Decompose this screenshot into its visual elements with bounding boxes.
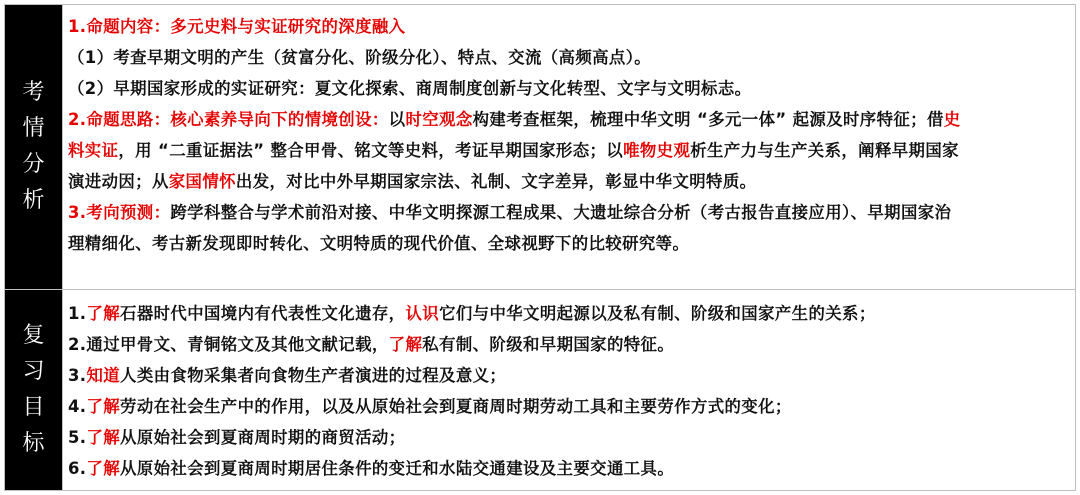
text-segment: ，用 “二重证据法” 整合甲骨、铭文等史料，考证早期国家形态；以 [118, 141, 624, 160]
analysis-label-char: 析 [22, 188, 45, 213]
goals-content [63, 290, 1075, 490]
highlighted-text: 知道 [86, 366, 121, 385]
analysis-line [68, 42, 1065, 73]
analysis-row [5, 5, 1075, 290]
analysis-label-char: 分 [22, 152, 45, 177]
text-segment: 跨学科整合与学术前沿对接、中华文明探源工程成果、大遗址综合分析（考古报告直接应用）、早期国家治 [170, 203, 952, 222]
highlighted-text: 了解 [86, 428, 121, 447]
goal-line [68, 453, 1065, 484]
goals-label-char: 复 [22, 323, 45, 348]
highlighted-text: 时空观念 [405, 110, 473, 129]
text-segment: 6. [68, 459, 87, 478]
analysis-label [5, 5, 63, 289]
text-segment: 3. [68, 366, 87, 385]
highlighted-text: 了解 [86, 304, 121, 323]
highlighted-text: 家国情怀 [168, 172, 236, 191]
analysis-line [68, 166, 1065, 197]
highlighted-text: 史 [943, 110, 961, 129]
text-segment: 人类由食物采集者向食物生产者演进的过程及意义； [120, 366, 507, 385]
text-segment: 石器时代中国境内有代表性文化遗存， [120, 304, 406, 323]
goals-label-char: 习 [22, 359, 45, 384]
goal-line [68, 360, 1065, 391]
text-segment: 2.通过甲骨文、青铜铭文及其他文献记载， [68, 335, 389, 354]
goal-line [68, 422, 1065, 453]
highlighted-text: 唯物史观 [623, 141, 691, 160]
goals-label-char: 标 [22, 431, 45, 456]
text-segment: 4. [68, 397, 87, 416]
text-segment: 私有制、阶级和早期国家的特征。 [422, 335, 675, 354]
analysis-content [63, 5, 1075, 289]
summary-table [4, 4, 1076, 491]
text-segment: 析生产力与生产关系，阐释早期国家 [690, 141, 959, 160]
text-segment: 以 [388, 110, 406, 129]
highlighted-text: 了解 [86, 397, 121, 416]
analysis-line [68, 11, 1065, 42]
highlighted-text: 了解 [388, 335, 423, 354]
analysis-label-char: 情 [22, 116, 45, 141]
text-segment: 理精细化、考古新发现即时转化、文明特质的现代价值、全球视野下的比较研究等。 [68, 234, 690, 253]
highlighted-text: 3.考向预测： [68, 203, 171, 222]
goal-line [68, 391, 1065, 422]
text-segment: 出发，对比中外早期国家宗法、礼制、文字差异，彰显中华文明特质。 [235, 172, 757, 191]
analysis-line [68, 197, 1065, 228]
highlighted-text: 料实证 [68, 141, 119, 160]
text-segment: 劳动在社会生产中的作用，以及从原始社会到夏商周时期劳动工具和主要劳作方式的变化； [120, 397, 792, 416]
goals-row [5, 290, 1075, 490]
analysis-line [68, 135, 1065, 166]
goals-label [5, 290, 63, 490]
highlighted-text: 2.命题思路：核心素养导向下的情境创设： [68, 110, 389, 129]
text-segment: 从原始社会到夏商周时期的商贸活动； [120, 428, 406, 447]
highlighted-text: 1.命题内容：多元史料与实证研究的深度融入 [68, 17, 406, 36]
goal-line [68, 329, 1065, 360]
text-segment: （2）早期国家形成的实证研究：夏文化探索、商周制度创新与文化转型、文字与文明标志。 [68, 79, 752, 98]
analysis-line [68, 73, 1065, 104]
highlighted-text: 认识 [405, 304, 440, 323]
text-segment: 演进动因；从 [68, 172, 169, 191]
highlighted-text: 了解 [86, 459, 121, 478]
text-segment: （1）考查早期文明的产生（贫富分化、阶级分化）、特点、交流（高频高点）。 [68, 48, 652, 67]
analysis-label-char: 考 [22, 80, 45, 105]
text-segment: 1. [68, 304, 87, 323]
goal-line [68, 298, 1065, 329]
text-segment: 5. [68, 428, 87, 447]
analysis-line [68, 228, 1065, 259]
text-segment: 构建考查框架，梳理中华文明 “多元一体” 起源及时序特征；借 [472, 110, 944, 129]
analysis-line [68, 104, 1065, 135]
text-segment: 它们与中华文明起源以及私有制、阶级和国家产生的关系； [439, 304, 876, 323]
goals-label-char: 目 [22, 395, 45, 420]
text-segment: 从原始社会到夏商周时期居住条件的变迁和水陆交通建设及主要交通工具。 [120, 459, 675, 478]
